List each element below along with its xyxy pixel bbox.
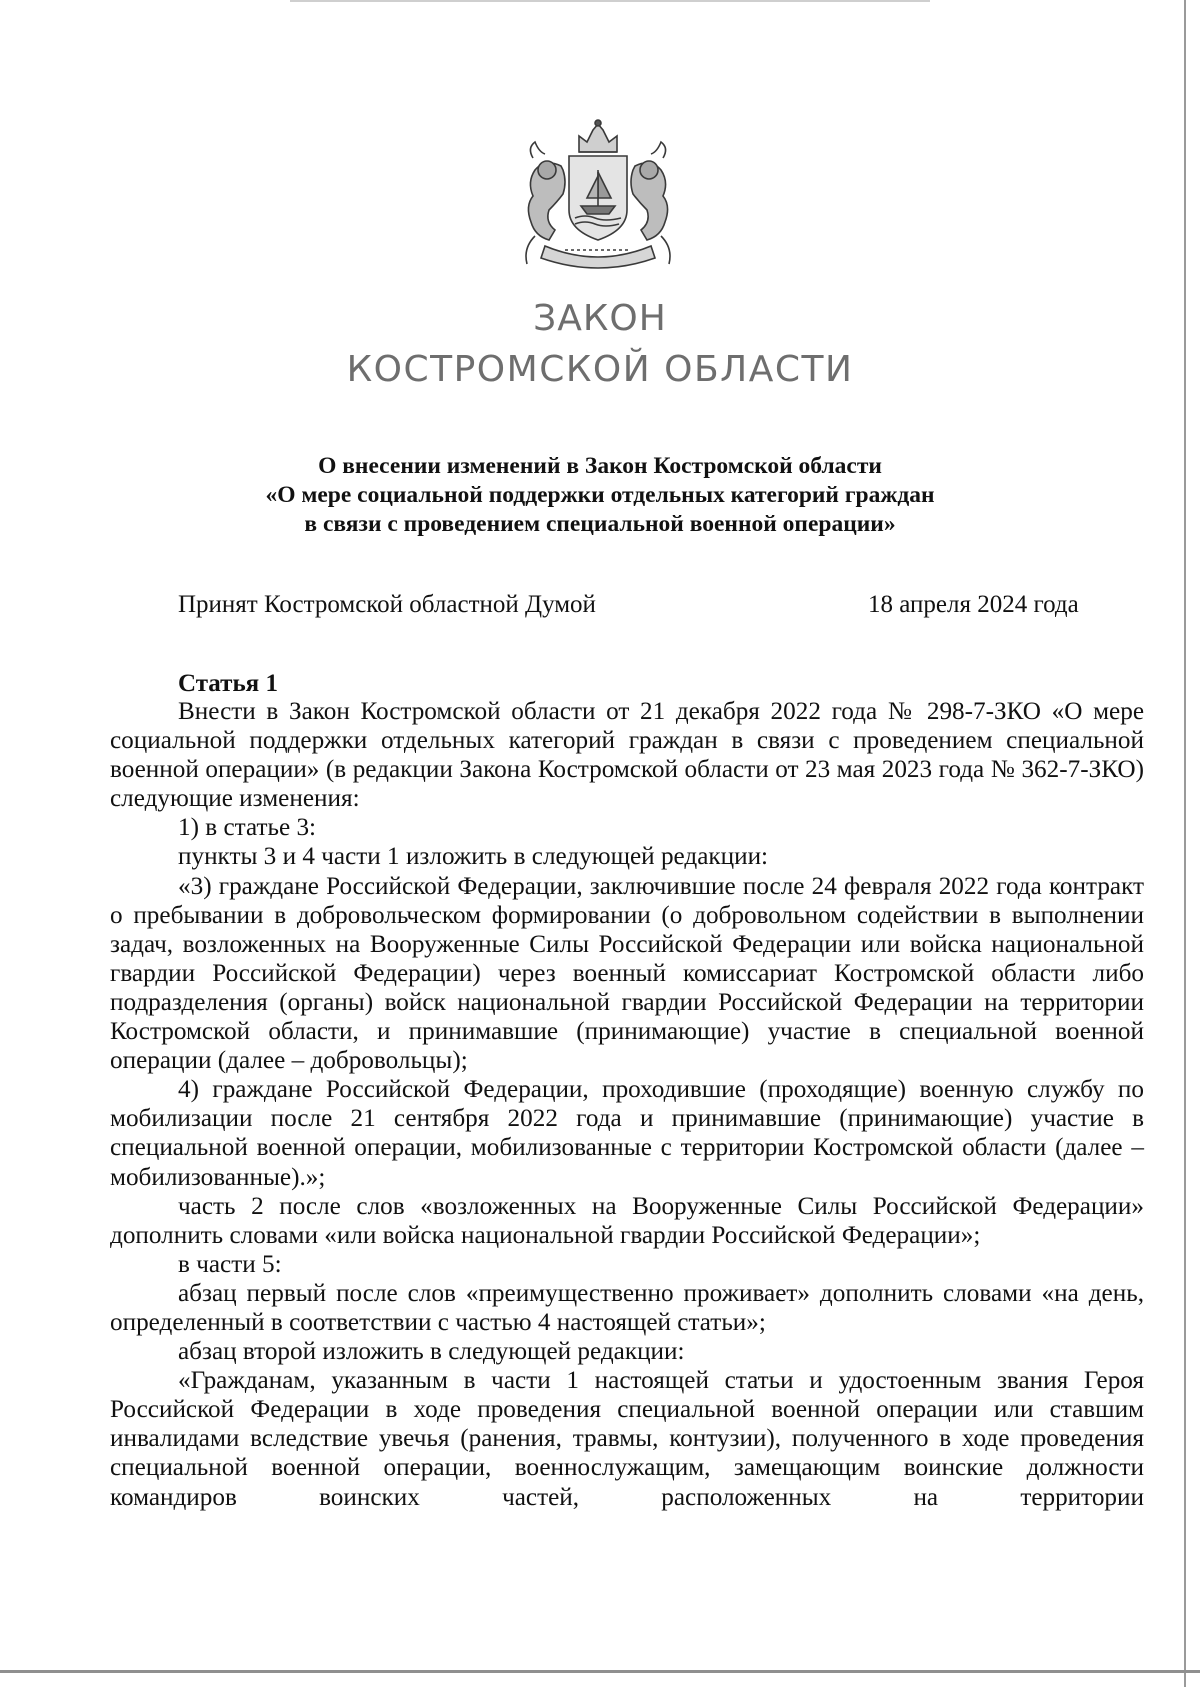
law-heading-line1: О внесении изменений в Закон Костромской области	[318, 453, 882, 479]
article-paragraph: абзац второй изложить в следующей редакции:	[178, 1338, 685, 1366]
article-paragraph: «3) граждане Российской Федерации, заключившие после 24 февраля 2022 года контракт о пребывании в добровольческом формировании (о добровольном содействии в выполнении задач, возложенных на Вооруженные Силы Российской Федерации или войска национальной гвардии Российской Федерации) через военный комиссариат Костромской области либо подразделения (органы) войск национальной гвардии Российской Федерации на территории Костромской области, и принимавшие (принимающие) участие в специальной военной операции (далее – добровольцы);	[110, 872, 1144, 1075]
scan-edge-right	[1184, 0, 1186, 1687]
article-paragraph: пункты 3 и 4 части 1 изложить в следующей редакции:	[178, 843, 769, 871]
article-paragraph: 4) граждане Российской Федерации, проходившие (проходящие) военную службу по мобилизации после 21 сентября 2022 года и принимавшие (принимающие) участие в специальной военной операции, мобилизованные с территории Костромской области (далее – мобилизованные).»;	[110, 1076, 1144, 1191]
accepted-date: 18 апреля 2024 года	[868, 591, 1079, 618]
accepted-by: Принят Костромской областной Думой	[178, 591, 596, 618]
law-title-line2: КОСТРОМСКОЙ ОБЛАСТИ	[346, 349, 854, 390]
law-heading-line3: в связи с проведением специальной военной операции»	[304, 511, 896, 537]
article-paragraph: абзац первый после слов «преимущественно проживает» дополнить словами «на день, определенный в соответствии с частью 4 настоящей статьи»;	[110, 1279, 1144, 1336]
article-paragraph: «Гражданам, указанным в части 1 настоящей статьи и удостоенным звания Героя Российской Федерации в ходе проведения специальной военной операции или ставшим инвалидами вследствие увечья (ранения, травмы, контузии), полученного в ходе проведения специальной военной операции, военнослужащим, замещающим воинские должности командиров воинских частей, расположенных на территории	[110, 1367, 1144, 1511]
law-title-line1: ЗАКОН	[533, 298, 667, 339]
article-paragraph: Внести в Закон Костромской области от 21 декабря 2022 года № 298-7-ЗКО «О мере социальной поддержки отдельных категорий граждан в связи с проведением специальной военной операции» (в редакции Закона Костромской области от 23 мая 2023 года № 362-7-ЗКО) следующие изменения:	[110, 698, 1144, 813]
article-body	[110, 697, 1144, 1512]
article-paragraph: в части 5:	[178, 1250, 282, 1278]
article-paragraph: 1) в статье 3:	[178, 814, 317, 842]
scan-edge-top	[290, 0, 930, 2]
article-paragraph: часть 2 после слов «возложенных на Вооруженные Силы Российской Федерации» дополнить словами «или войска национальной гвардии Российской Федерации»;	[110, 1192, 1144, 1249]
law-heading-line2: «О мере социальной поддержки отдельных категорий граждан	[265, 482, 935, 508]
scan-edge-bottom	[0, 1670, 1200, 1673]
article-title: Статья 1	[178, 670, 278, 697]
coat-of-arms-icon	[505, 118, 691, 276]
